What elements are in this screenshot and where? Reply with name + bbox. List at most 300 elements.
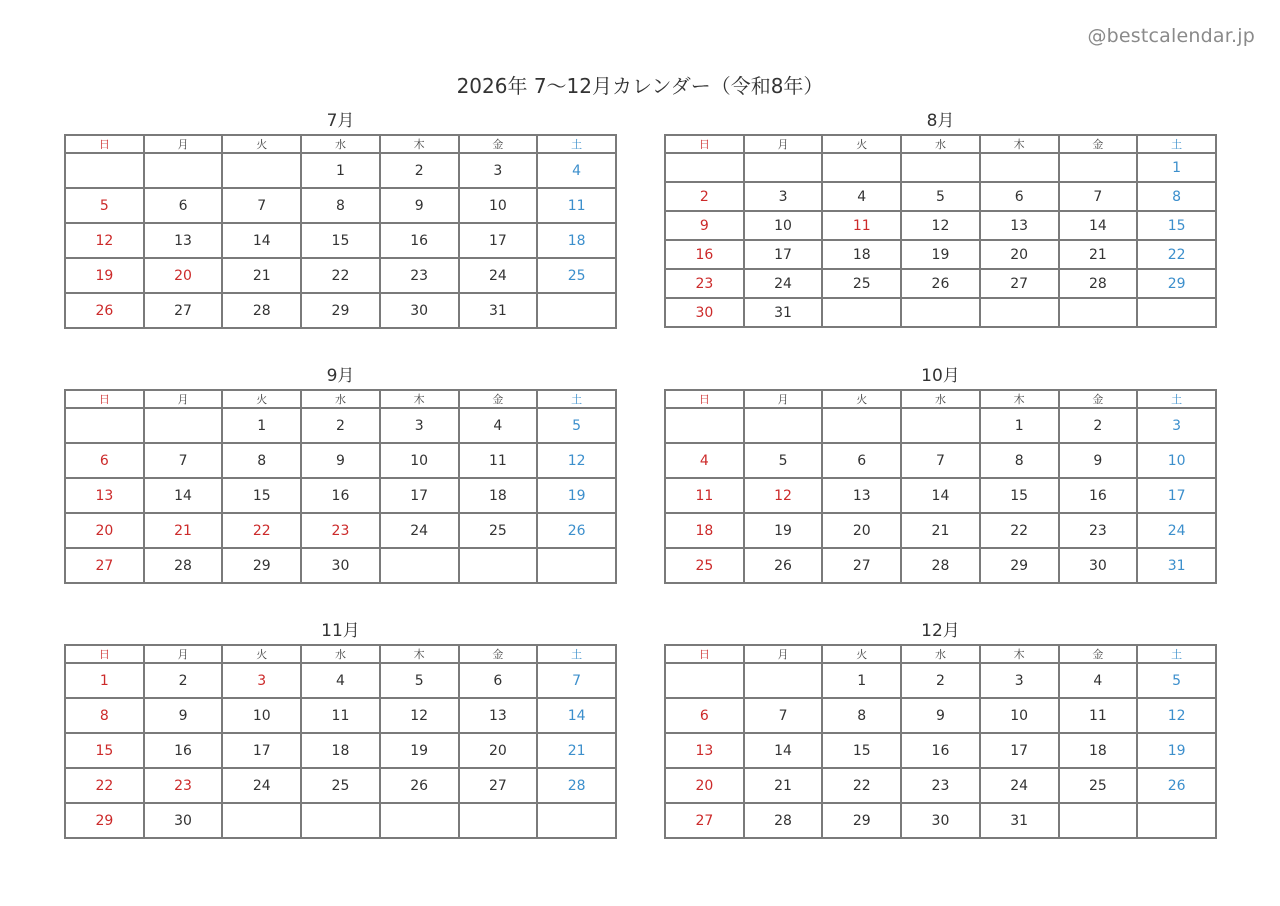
week-row xyxy=(665,548,1216,583)
empty-day-cell xyxy=(901,153,980,182)
day-cell: 22 xyxy=(222,513,301,548)
day-cell: 22 xyxy=(301,258,380,293)
day-cell: 4 xyxy=(1059,663,1138,698)
day-cell: 5 xyxy=(901,182,980,211)
day-cell: 28 xyxy=(537,768,616,803)
week-row xyxy=(665,240,1216,269)
week-row xyxy=(65,478,616,513)
month-july xyxy=(64,110,617,329)
week-row xyxy=(65,803,616,838)
day-cell: 9 xyxy=(144,698,223,733)
day-cell: 27 xyxy=(459,768,538,803)
day-cell: 4 xyxy=(537,153,616,188)
empty-day-cell xyxy=(65,408,144,443)
day-cell: 14 xyxy=(537,698,616,733)
day-cell: 15 xyxy=(65,733,144,768)
weekday-header: 金 xyxy=(1059,135,1138,153)
watermark: @bestcalendar.jp xyxy=(1087,25,1255,47)
day-cell: 12 xyxy=(380,698,459,733)
day-cell: 15 xyxy=(301,223,380,258)
empty-day-cell xyxy=(1059,803,1138,838)
day-cell: 12 xyxy=(65,223,144,258)
day-cell: 21 xyxy=(144,513,223,548)
week-row xyxy=(665,698,1216,733)
empty-day-cell xyxy=(222,153,301,188)
empty-day-cell xyxy=(822,408,901,443)
day-cell: 29 xyxy=(222,548,301,583)
empty-day-cell xyxy=(65,153,144,188)
day-cell: 30 xyxy=(301,548,380,583)
weekday-header: 水 xyxy=(901,645,980,663)
day-cell: 23 xyxy=(1059,513,1138,548)
day-cell: 5 xyxy=(380,663,459,698)
day-cell: 1 xyxy=(822,663,901,698)
empty-day-cell xyxy=(822,153,901,182)
day-cell: 26 xyxy=(1137,768,1216,803)
week-row xyxy=(65,768,616,803)
weekday-header: 木 xyxy=(380,135,459,153)
empty-day-cell xyxy=(744,153,823,182)
day-cell: 12 xyxy=(744,478,823,513)
weekday-header-row xyxy=(665,390,1216,408)
weekday-header: 金 xyxy=(459,390,538,408)
day-cell: 14 xyxy=(901,478,980,513)
day-cell: 29 xyxy=(301,293,380,328)
month-title: 11月 xyxy=(321,621,360,641)
empty-day-cell xyxy=(1059,153,1138,182)
week-row xyxy=(665,513,1216,548)
day-cell: 16 xyxy=(665,240,744,269)
day-cell: 18 xyxy=(537,223,616,258)
day-cell: 1 xyxy=(1137,153,1216,182)
day-cell: 3 xyxy=(459,153,538,188)
day-cell: 14 xyxy=(1059,211,1138,240)
day-cell: 7 xyxy=(1059,182,1138,211)
weekday-header: 土 xyxy=(537,390,616,408)
day-cell: 11 xyxy=(537,188,616,223)
calendar-grid xyxy=(664,134,1217,328)
day-cell: 14 xyxy=(144,478,223,513)
day-cell: 21 xyxy=(901,513,980,548)
day-cell: 20 xyxy=(980,240,1059,269)
day-cell: 6 xyxy=(822,443,901,478)
month-title: 10月 xyxy=(921,366,960,386)
day-cell: 19 xyxy=(380,733,459,768)
day-cell: 2 xyxy=(301,408,380,443)
page-title: 2026年 7〜12月カレンダー（令和8年） xyxy=(456,74,824,98)
weekday-header: 土 xyxy=(537,645,616,663)
month-october xyxy=(664,365,1217,584)
month-november xyxy=(64,620,617,839)
day-cell: 8 xyxy=(822,698,901,733)
day-cell: 29 xyxy=(980,548,1059,583)
day-cell: 7 xyxy=(144,443,223,478)
day-cell: 25 xyxy=(665,548,744,583)
day-cell: 26 xyxy=(744,548,823,583)
empty-day-cell xyxy=(144,153,223,188)
day-cell: 1 xyxy=(301,153,380,188)
weekday-header: 日 xyxy=(65,645,144,663)
weekday-header: 木 xyxy=(380,645,459,663)
calendar-grid xyxy=(64,134,617,329)
day-cell: 6 xyxy=(144,188,223,223)
weekday-header: 木 xyxy=(980,390,1059,408)
day-cell: 22 xyxy=(65,768,144,803)
weekday-header: 火 xyxy=(822,390,901,408)
week-row xyxy=(665,768,1216,803)
day-cell: 19 xyxy=(744,513,823,548)
day-cell: 23 xyxy=(144,768,223,803)
weekday-header: 木 xyxy=(980,135,1059,153)
day-cell: 6 xyxy=(980,182,1059,211)
day-cell: 24 xyxy=(980,768,1059,803)
weekday-header: 水 xyxy=(301,645,380,663)
weekday-header: 水 xyxy=(901,135,980,153)
week-row xyxy=(65,548,616,583)
day-cell: 30 xyxy=(380,293,459,328)
day-cell: 30 xyxy=(1059,548,1138,583)
day-cell: 31 xyxy=(744,298,823,327)
calendar-grid xyxy=(64,644,617,839)
day-cell: 21 xyxy=(222,258,301,293)
weekday-header: 火 xyxy=(222,390,301,408)
month-title: 9月 xyxy=(326,366,355,386)
weekday-header: 土 xyxy=(1137,645,1216,663)
day-cell: 26 xyxy=(537,513,616,548)
day-cell: 28 xyxy=(1059,269,1138,298)
weekday-header-row xyxy=(665,135,1216,153)
day-cell: 25 xyxy=(822,269,901,298)
day-cell: 8 xyxy=(65,698,144,733)
day-cell: 28 xyxy=(901,548,980,583)
day-cell: 19 xyxy=(537,478,616,513)
empty-day-cell xyxy=(1137,298,1216,327)
day-cell: 11 xyxy=(1059,698,1138,733)
week-row xyxy=(65,663,616,698)
day-cell: 20 xyxy=(65,513,144,548)
day-cell: 12 xyxy=(1137,698,1216,733)
day-cell: 11 xyxy=(665,478,744,513)
weekday-header-row xyxy=(65,390,616,408)
calendar-grid xyxy=(664,644,1217,839)
day-cell: 10 xyxy=(380,443,459,478)
week-row xyxy=(65,153,616,188)
week-row xyxy=(65,698,616,733)
weekday-header: 火 xyxy=(222,645,301,663)
day-cell: 8 xyxy=(1137,182,1216,211)
week-row xyxy=(65,443,616,478)
month-title: 7月 xyxy=(326,111,355,131)
day-cell: 30 xyxy=(665,298,744,327)
week-row xyxy=(665,182,1216,211)
day-cell: 17 xyxy=(380,478,459,513)
empty-day-cell xyxy=(665,663,744,698)
day-cell: 16 xyxy=(144,733,223,768)
day-cell: 18 xyxy=(459,478,538,513)
day-cell: 23 xyxy=(665,269,744,298)
day-cell: 17 xyxy=(744,240,823,269)
day-cell: 25 xyxy=(1059,768,1138,803)
weekday-header-row xyxy=(665,645,1216,663)
week-row xyxy=(65,408,616,443)
day-cell: 12 xyxy=(537,443,616,478)
day-cell: 8 xyxy=(301,188,380,223)
day-cell: 4 xyxy=(822,182,901,211)
day-cell: 22 xyxy=(822,768,901,803)
empty-day-cell xyxy=(537,293,616,328)
empty-day-cell xyxy=(665,153,744,182)
day-cell: 2 xyxy=(1059,408,1138,443)
weekday-header: 日 xyxy=(665,645,744,663)
day-cell: 24 xyxy=(222,768,301,803)
day-cell: 27 xyxy=(65,548,144,583)
day-cell: 18 xyxy=(822,240,901,269)
empty-day-cell xyxy=(980,153,1059,182)
day-cell: 9 xyxy=(301,443,380,478)
day-cell: 25 xyxy=(459,513,538,548)
empty-day-cell xyxy=(459,548,538,583)
day-cell: 24 xyxy=(380,513,459,548)
day-cell: 16 xyxy=(1059,478,1138,513)
day-cell: 26 xyxy=(901,269,980,298)
week-row xyxy=(665,211,1216,240)
weekday-header: 金 xyxy=(1059,645,1138,663)
day-cell: 23 xyxy=(380,258,459,293)
day-cell: 9 xyxy=(1059,443,1138,478)
empty-day-cell xyxy=(380,803,459,838)
day-cell: 2 xyxy=(144,663,223,698)
day-cell: 30 xyxy=(144,803,223,838)
calendar-grid xyxy=(664,389,1217,584)
empty-day-cell xyxy=(901,298,980,327)
day-cell: 13 xyxy=(665,733,744,768)
week-row xyxy=(65,258,616,293)
empty-day-cell xyxy=(380,548,459,583)
empty-day-cell xyxy=(1137,803,1216,838)
day-cell: 6 xyxy=(665,698,744,733)
day-cell: 23 xyxy=(301,513,380,548)
day-cell: 13 xyxy=(459,698,538,733)
day-cell: 15 xyxy=(822,733,901,768)
day-cell: 25 xyxy=(537,258,616,293)
day-cell: 29 xyxy=(822,803,901,838)
weekday-header-row xyxy=(65,135,616,153)
weekday-header: 月 xyxy=(744,645,823,663)
day-cell: 8 xyxy=(980,443,1059,478)
day-cell: 27 xyxy=(822,548,901,583)
day-cell: 10 xyxy=(222,698,301,733)
day-cell: 16 xyxy=(901,733,980,768)
empty-day-cell xyxy=(1059,298,1138,327)
day-cell: 15 xyxy=(980,478,1059,513)
day-cell: 6 xyxy=(65,443,144,478)
empty-day-cell xyxy=(222,803,301,838)
week-row xyxy=(665,298,1216,327)
week-row xyxy=(65,513,616,548)
day-cell: 13 xyxy=(822,478,901,513)
empty-day-cell xyxy=(980,298,1059,327)
weekday-header: 水 xyxy=(301,390,380,408)
day-cell: 31 xyxy=(459,293,538,328)
day-cell: 10 xyxy=(459,188,538,223)
day-cell: 23 xyxy=(901,768,980,803)
day-cell: 14 xyxy=(744,733,823,768)
week-row xyxy=(665,478,1216,513)
weekday-header: 日 xyxy=(665,390,744,408)
week-row xyxy=(65,293,616,328)
empty-day-cell xyxy=(822,298,901,327)
empty-day-cell xyxy=(537,548,616,583)
day-cell: 5 xyxy=(1137,663,1216,698)
week-row xyxy=(65,188,616,223)
day-cell: 21 xyxy=(537,733,616,768)
day-cell: 29 xyxy=(65,803,144,838)
day-cell: 25 xyxy=(301,768,380,803)
day-cell: 18 xyxy=(665,513,744,548)
weekday-header: 金 xyxy=(459,135,538,153)
weekday-header: 月 xyxy=(144,645,223,663)
day-cell: 17 xyxy=(222,733,301,768)
day-cell: 19 xyxy=(901,240,980,269)
day-cell: 13 xyxy=(65,478,144,513)
calendar-grid xyxy=(64,389,617,584)
day-cell: 27 xyxy=(144,293,223,328)
day-cell: 28 xyxy=(144,548,223,583)
day-cell: 1 xyxy=(65,663,144,698)
day-cell: 21 xyxy=(1059,240,1138,269)
weekday-header: 金 xyxy=(1059,390,1138,408)
day-cell: 2 xyxy=(901,663,980,698)
weekday-header: 火 xyxy=(822,645,901,663)
day-cell: 10 xyxy=(1137,443,1216,478)
day-cell: 3 xyxy=(1137,408,1216,443)
day-cell: 26 xyxy=(380,768,459,803)
week-row xyxy=(665,733,1216,768)
day-cell: 7 xyxy=(222,188,301,223)
empty-day-cell xyxy=(901,408,980,443)
day-cell: 21 xyxy=(744,768,823,803)
day-cell: 24 xyxy=(459,258,538,293)
day-cell: 3 xyxy=(744,182,823,211)
day-cell: 5 xyxy=(744,443,823,478)
day-cell: 24 xyxy=(1137,513,1216,548)
day-cell: 28 xyxy=(222,293,301,328)
weekday-header: 日 xyxy=(65,390,144,408)
weekday-header: 土 xyxy=(537,135,616,153)
day-cell: 19 xyxy=(1137,733,1216,768)
week-row xyxy=(665,803,1216,838)
day-cell: 2 xyxy=(380,153,459,188)
day-cell: 28 xyxy=(744,803,823,838)
day-cell: 12 xyxy=(901,211,980,240)
day-cell: 11 xyxy=(822,211,901,240)
weekday-header: 月 xyxy=(144,390,223,408)
day-cell: 16 xyxy=(380,223,459,258)
day-cell: 27 xyxy=(665,803,744,838)
day-cell: 27 xyxy=(980,269,1059,298)
day-cell: 3 xyxy=(980,663,1059,698)
day-cell: 30 xyxy=(901,803,980,838)
empty-day-cell xyxy=(537,803,616,838)
day-cell: 19 xyxy=(65,258,144,293)
day-cell: 31 xyxy=(1137,548,1216,583)
day-cell: 17 xyxy=(1137,478,1216,513)
day-cell: 31 xyxy=(980,803,1059,838)
weekday-header: 月 xyxy=(144,135,223,153)
day-cell: 16 xyxy=(301,478,380,513)
weekday-header: 水 xyxy=(901,390,980,408)
day-cell: 18 xyxy=(1059,733,1138,768)
weekday-header-row xyxy=(65,645,616,663)
day-cell: 20 xyxy=(144,258,223,293)
day-cell: 17 xyxy=(459,223,538,258)
week-row xyxy=(665,269,1216,298)
day-cell: 7 xyxy=(744,698,823,733)
day-cell: 26 xyxy=(65,293,144,328)
empty-day-cell xyxy=(144,408,223,443)
day-cell: 20 xyxy=(822,513,901,548)
day-cell: 11 xyxy=(301,698,380,733)
day-cell: 1 xyxy=(222,408,301,443)
day-cell: 7 xyxy=(537,663,616,698)
weekday-header: 日 xyxy=(65,135,144,153)
week-row xyxy=(665,153,1216,182)
empty-day-cell xyxy=(301,803,380,838)
day-cell: 2 xyxy=(665,182,744,211)
day-cell: 20 xyxy=(665,768,744,803)
day-cell: 17 xyxy=(980,733,1059,768)
month-title: 8月 xyxy=(926,111,955,131)
day-cell: 3 xyxy=(222,663,301,698)
day-cell: 20 xyxy=(459,733,538,768)
day-cell: 22 xyxy=(1137,240,1216,269)
day-cell: 1 xyxy=(980,408,1059,443)
weekday-header: 火 xyxy=(222,135,301,153)
day-cell: 4 xyxy=(459,408,538,443)
day-cell: 13 xyxy=(980,211,1059,240)
week-row xyxy=(665,663,1216,698)
weekday-header: 月 xyxy=(744,390,823,408)
month-title: 12月 xyxy=(921,621,960,641)
day-cell: 4 xyxy=(665,443,744,478)
day-cell: 10 xyxy=(744,211,823,240)
weekday-header: 日 xyxy=(665,135,744,153)
day-cell: 5 xyxy=(65,188,144,223)
weekday-header: 木 xyxy=(980,645,1059,663)
day-cell: 3 xyxy=(380,408,459,443)
day-cell: 9 xyxy=(901,698,980,733)
day-cell: 5 xyxy=(537,408,616,443)
day-cell: 24 xyxy=(744,269,823,298)
weekday-header: 木 xyxy=(380,390,459,408)
day-cell: 9 xyxy=(380,188,459,223)
empty-day-cell xyxy=(459,803,538,838)
weekday-header: 水 xyxy=(301,135,380,153)
day-cell: 6 xyxy=(459,663,538,698)
weekday-header: 土 xyxy=(1137,135,1216,153)
empty-day-cell xyxy=(744,408,823,443)
month-september xyxy=(64,365,617,584)
day-cell: 29 xyxy=(1137,269,1216,298)
day-cell: 10 xyxy=(980,698,1059,733)
day-cell: 15 xyxy=(1137,211,1216,240)
week-row xyxy=(665,443,1216,478)
empty-day-cell xyxy=(744,663,823,698)
day-cell: 15 xyxy=(222,478,301,513)
weekday-header: 火 xyxy=(822,135,901,153)
week-row xyxy=(65,733,616,768)
day-cell: 13 xyxy=(144,223,223,258)
